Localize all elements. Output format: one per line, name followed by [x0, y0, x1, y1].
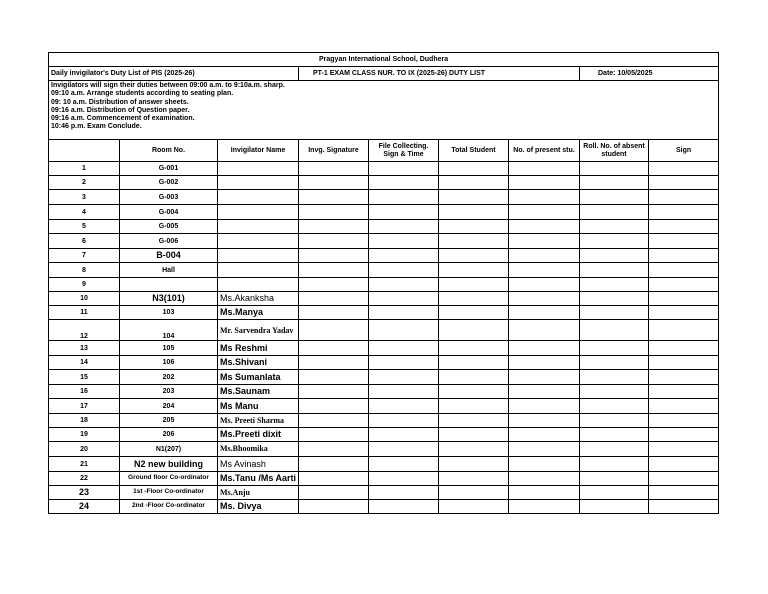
total-student-cell[interactable]	[439, 399, 509, 414]
table-row	[49, 500, 719, 514]
present-count-cell[interactable]	[509, 292, 580, 306]
absent-roll-cell[interactable]	[580, 428, 649, 442]
header-file-collecting: File Collecting. Sign & Time	[369, 140, 439, 162]
serial-number: 24	[49, 500, 120, 514]
invigilator-name: Mr. Sarvendra Yadav	[218, 320, 299, 341]
serial-number: 7	[49, 249, 120, 263]
serial-number: 19	[49, 428, 120, 442]
serial-number: 1	[49, 162, 120, 176]
total-student-cell[interactable]	[439, 306, 509, 320]
room-number: 203	[120, 385, 218, 399]
present-count-cell[interactable]	[509, 500, 580, 514]
room-number: G-002	[120, 176, 218, 190]
absent-roll-cell[interactable]	[580, 472, 649, 486]
header-invigilator: Invigilator Name	[218, 140, 299, 162]
absent-roll-cell[interactable]	[580, 220, 649, 234]
invigilator-signature-cell[interactable]	[299, 472, 369, 486]
invigilator-name	[218, 234, 299, 249]
invigilator-name: Ms Avinash	[218, 457, 299, 472]
sign-cell[interactable]	[649, 341, 719, 356]
sign-cell[interactable]	[649, 442, 719, 457]
serial-number: 13	[49, 341, 120, 356]
sign-cell[interactable]	[649, 234, 719, 249]
sign-cell[interactable]	[649, 320, 719, 341]
total-student-cell[interactable]	[439, 486, 509, 500]
invigilator-name: Ms. Preeti Sharma	[218, 414, 299, 428]
serial-number: 6	[49, 234, 120, 249]
header-room: Room No.	[120, 140, 218, 162]
file-collecting-cell[interactable]	[369, 457, 439, 472]
absent-roll-cell[interactable]	[580, 292, 649, 306]
invigilator-name: Ms.Shivani	[218, 356, 299, 370]
present-count-cell[interactable]	[509, 278, 580, 292]
table-row	[49, 428, 719, 442]
sign-cell[interactable]	[649, 500, 719, 514]
sign-cell[interactable]	[649, 399, 719, 414]
table-row	[49, 263, 719, 278]
invigilator-name: Ms Reshmi	[218, 341, 299, 356]
invigilator-signature-cell[interactable]	[299, 190, 369, 205]
absent-roll-cell[interactable]	[580, 306, 649, 320]
invigilator-signature-cell[interactable]	[299, 234, 369, 249]
table-row	[49, 162, 719, 176]
table-row	[49, 278, 719, 292]
room-number: N2 new building	[120, 457, 218, 472]
total-student-cell[interactable]	[439, 356, 509, 370]
file-collecting-cell[interactable]	[369, 220, 439, 234]
invigilator-name: Ms.Manya	[218, 306, 299, 320]
serial-number: 8	[49, 263, 120, 278]
invigilator-signature-cell[interactable]	[299, 292, 369, 306]
total-student-cell[interactable]	[439, 176, 509, 190]
invigilator-name	[218, 249, 299, 263]
invigilator-name: Ms.Saunam	[218, 385, 299, 399]
sign-cell[interactable]	[649, 457, 719, 472]
sign-cell[interactable]	[649, 205, 719, 220]
room-number: G-005	[120, 220, 218, 234]
invigilator-name: Ms.Tanu /Ms Aarti	[218, 472, 299, 486]
table-row	[49, 356, 719, 370]
duty-rows	[49, 162, 719, 514]
absent-roll-cell[interactable]	[580, 190, 649, 205]
file-collecting-cell[interactable]	[369, 500, 439, 514]
present-count-cell[interactable]	[509, 472, 580, 486]
absent-roll-cell[interactable]	[580, 457, 649, 472]
total-student-cell[interactable]	[439, 190, 509, 205]
invigilator-signature-cell[interactable]	[299, 263, 369, 278]
serial-number: 3	[49, 190, 120, 205]
serial-number: 5	[49, 220, 120, 234]
absent-roll-cell[interactable]	[580, 249, 649, 263]
instruction-line: Invigilators will sign their duties between 09:00 a.m. to 9:10a.m. sharp.	[51, 82, 285, 89]
invigilator-signature-cell[interactable]	[299, 385, 369, 399]
sign-cell[interactable]	[649, 472, 719, 486]
present-count-cell[interactable]	[509, 162, 580, 176]
serial-number: 9	[49, 278, 120, 292]
column-headers	[49, 140, 719, 162]
invigilator-name	[218, 176, 299, 190]
invigilator-signature-cell[interactable]	[299, 278, 369, 292]
present-count-cell[interactable]	[509, 205, 580, 220]
sign-cell[interactable]	[649, 428, 719, 442]
room-number: Ground floor Co-ordinator	[120, 472, 218, 486]
file-collecting-cell[interactable]	[369, 428, 439, 442]
room-number: Hall	[120, 263, 218, 278]
invigilator-name	[218, 220, 299, 234]
serial-number: 18	[49, 414, 120, 428]
instruction-line: 09: 10 a.m. Distribution of answer sheets.	[51, 98, 189, 106]
present-count-cell[interactable]	[509, 457, 580, 472]
invigilator-name: Ms.Preeti dixit	[218, 428, 299, 442]
file-collecting-cell[interactable]	[369, 162, 439, 176]
total-student-cell[interactable]	[439, 320, 509, 341]
total-student-cell[interactable]	[439, 442, 509, 457]
present-count-cell[interactable]	[509, 442, 580, 457]
file-collecting-cell[interactable]	[369, 306, 439, 320]
invigilator-signature-cell[interactable]	[299, 341, 369, 356]
file-collecting-cell[interactable]	[369, 205, 439, 220]
sign-cell[interactable]	[649, 414, 719, 428]
invigilator-name	[218, 162, 299, 176]
table-row	[49, 457, 719, 472]
absent-roll-cell[interactable]	[580, 500, 649, 514]
invigilator-name: Ms Sumanlata	[218, 370, 299, 385]
table-row	[49, 370, 719, 385]
room-number: 1st -Floor Co-ordinator	[120, 486, 218, 500]
invigilator-signature-cell[interactable]	[299, 320, 369, 341]
absent-roll-cell[interactable]	[580, 399, 649, 414]
total-student-cell[interactable]	[439, 500, 509, 514]
table-row	[49, 486, 719, 500]
serial-number: 11	[49, 306, 120, 320]
header-signature: Invg. Signature	[299, 140, 369, 162]
exam-title: PT-1 EXAM CLASS NUR. TO IX (2025-26) DUTY LIST	[299, 67, 580, 81]
invigilator-name	[218, 263, 299, 278]
invigilator-name	[218, 278, 299, 292]
room-number: G-001	[120, 162, 218, 176]
table-row	[49, 320, 719, 341]
sign-cell[interactable]	[649, 356, 719, 370]
total-student-cell[interactable]	[439, 428, 509, 442]
absent-roll-cell[interactable]	[580, 442, 649, 457]
invigilator-signature-cell[interactable]	[299, 414, 369, 428]
serial-number: 15	[49, 370, 120, 385]
serial-number: 21	[49, 457, 120, 472]
present-count-cell[interactable]	[509, 356, 580, 370]
absent-roll-cell[interactable]	[580, 370, 649, 385]
total-student-cell[interactable]	[439, 472, 509, 486]
absent-roll-cell[interactable]	[580, 356, 649, 370]
absent-roll-cell[interactable]	[580, 320, 649, 341]
sign-cell[interactable]	[649, 190, 719, 205]
absent-roll-cell[interactable]	[580, 341, 649, 356]
table-row	[49, 234, 719, 249]
file-collecting-cell[interactable]	[369, 234, 439, 249]
duty-list-title: Daily invigilator's Duty List of PIS (2025-26)	[49, 67, 299, 81]
total-student-cell[interactable]	[439, 234, 509, 249]
serial-number: 20	[49, 442, 120, 457]
file-collecting-cell[interactable]	[369, 399, 439, 414]
present-count-cell[interactable]	[509, 341, 580, 356]
total-student-cell[interactable]	[439, 278, 509, 292]
absent-roll-cell[interactable]	[580, 234, 649, 249]
sign-cell[interactable]	[649, 249, 719, 263]
sign-cell[interactable]	[649, 370, 719, 385]
present-count-cell[interactable]	[509, 306, 580, 320]
present-count-cell[interactable]	[509, 320, 580, 341]
table-row	[49, 472, 719, 486]
header-sign: Sign	[649, 140, 719, 162]
absent-roll-cell[interactable]	[580, 385, 649, 399]
present-count-cell[interactable]	[509, 190, 580, 205]
room-number: N1(207)	[120, 442, 218, 457]
room-number: 202	[120, 370, 218, 385]
serial-number: 22	[49, 472, 120, 486]
room-number: 204	[120, 399, 218, 414]
table-row	[49, 341, 719, 356]
room-number: 103	[120, 306, 218, 320]
invigilator-signature-cell[interactable]	[299, 306, 369, 320]
file-collecting-cell[interactable]	[369, 249, 439, 263]
serial-number: 23	[49, 486, 120, 500]
room-number: N3(101)	[120, 292, 218, 306]
room-number: 104	[120, 320, 218, 341]
sign-cell[interactable]	[649, 263, 719, 278]
room-number: 205	[120, 414, 218, 428]
room-number: 106	[120, 356, 218, 370]
total-student-cell[interactable]	[439, 162, 509, 176]
sign-cell[interactable]	[649, 306, 719, 320]
total-student-cell[interactable]	[439, 205, 509, 220]
room-number: 2nd -Floor Co-ordinator	[120, 500, 218, 514]
sign-cell[interactable]	[649, 486, 719, 500]
invigilator-signature-cell[interactable]	[299, 486, 369, 500]
file-collecting-cell[interactable]	[369, 414, 439, 428]
absent-roll-cell[interactable]	[580, 263, 649, 278]
file-collecting-cell[interactable]	[369, 190, 439, 205]
invigilator-signature-cell[interactable]	[299, 249, 369, 263]
serial-number: 12	[49, 320, 120, 341]
invigilator-signature-cell[interactable]	[299, 442, 369, 457]
table-row	[49, 205, 719, 220]
present-count-cell[interactable]	[509, 176, 580, 190]
serial-number: 14	[49, 356, 120, 370]
invigilator-name: Ms.Bhoomika	[218, 442, 299, 457]
total-student-cell[interactable]	[439, 385, 509, 399]
file-collecting-cell[interactable]	[369, 263, 439, 278]
instruction-line: 10:46 p.m. Exam Conclude.	[51, 123, 142, 131]
header-absent: Roll. No. of absent student	[580, 140, 649, 162]
file-collecting-cell[interactable]	[369, 320, 439, 341]
file-collecting-cell[interactable]	[369, 472, 439, 486]
present-count-cell[interactable]	[509, 385, 580, 399]
invigilator-signature-cell[interactable]	[299, 370, 369, 385]
instruction-line: 09:16 a.m. Commencement of examination.	[51, 115, 195, 123]
serial-number: 4	[49, 205, 120, 220]
present-count-cell[interactable]	[509, 220, 580, 234]
invigilator-name	[218, 190, 299, 205]
table-row	[49, 399, 719, 414]
table-row	[49, 190, 719, 205]
header-total-student: Total Student	[439, 140, 509, 162]
sign-cell[interactable]	[649, 385, 719, 399]
serial-number: 17	[49, 399, 120, 414]
invigilator-signature-cell[interactable]	[299, 220, 369, 234]
file-collecting-cell[interactable]	[369, 278, 439, 292]
file-collecting-cell[interactable]	[369, 486, 439, 500]
invigilator-signature-cell[interactable]	[299, 356, 369, 370]
invigilator-name: Ms.Akanksha	[218, 292, 299, 306]
instruction-line: 09:16 a.m. Distribution of Question paper.	[51, 106, 190, 114]
invigilator-signature-cell[interactable]	[299, 457, 369, 472]
total-student-cell[interactable]	[439, 249, 509, 263]
file-collecting-cell[interactable]	[369, 176, 439, 190]
absent-roll-cell[interactable]	[580, 414, 649, 428]
present-count-cell[interactable]	[509, 370, 580, 385]
header-sno	[49, 140, 120, 162]
serial-number: 10	[49, 292, 120, 306]
invigilator-signature-cell[interactable]	[299, 162, 369, 176]
total-student-cell[interactable]	[439, 263, 509, 278]
room-number: G-003	[120, 190, 218, 205]
invigilator-name	[218, 205, 299, 220]
table-row	[49, 176, 719, 190]
serial-number: 2	[49, 176, 120, 190]
file-collecting-cell[interactable]	[369, 385, 439, 399]
table-row	[49, 220, 719, 234]
absent-roll-cell[interactable]	[580, 162, 649, 176]
table-row	[49, 385, 719, 399]
room-number: B-004	[120, 249, 218, 263]
invigilator-name: Ms.Anju	[218, 486, 299, 500]
instructions	[49, 81, 719, 140]
absent-roll-cell[interactable]	[580, 486, 649, 500]
room-number: G-006	[120, 234, 218, 249]
present-count-cell[interactable]	[509, 486, 580, 500]
present-count-cell[interactable]	[509, 428, 580, 442]
invigilator-signature-cell[interactable]	[299, 205, 369, 220]
sign-cell[interactable]	[649, 162, 719, 176]
total-student-cell[interactable]	[439, 341, 509, 356]
absent-roll-cell[interactable]	[580, 278, 649, 292]
present-count-cell[interactable]	[509, 234, 580, 249]
room-number: G-004	[120, 205, 218, 220]
total-student-cell[interactable]	[439, 220, 509, 234]
sign-cell[interactable]	[649, 176, 719, 190]
total-student-cell[interactable]	[439, 292, 509, 306]
present-count-cell[interactable]	[509, 399, 580, 414]
table-row	[49, 414, 719, 428]
duty-list-table	[48, 52, 719, 514]
present-count-cell[interactable]	[509, 263, 580, 278]
invigilator-signature-cell[interactable]	[299, 176, 369, 190]
file-collecting-cell[interactable]	[369, 341, 439, 356]
header-present: No. of present stu.	[509, 140, 580, 162]
invigilator-signature-cell[interactable]	[299, 399, 369, 414]
total-student-cell[interactable]	[439, 414, 509, 428]
sign-cell[interactable]	[649, 220, 719, 234]
file-collecting-cell[interactable]	[369, 292, 439, 306]
present-count-cell[interactable]	[509, 414, 580, 428]
total-student-cell[interactable]	[439, 370, 509, 385]
file-collecting-cell[interactable]	[369, 356, 439, 370]
sign-cell[interactable]	[649, 278, 719, 292]
invigilator-name: Ms Manu	[218, 399, 299, 414]
instruction-line: 09:10 a.m. Arrange students according to seating plan.	[51, 90, 234, 98]
total-student-cell[interactable]	[439, 457, 509, 472]
serial-number: 16	[49, 385, 120, 399]
file-collecting-cell[interactable]	[369, 442, 439, 457]
invigilator-signature-cell[interactable]	[299, 500, 369, 514]
invigilator-name: Ms. Divya	[218, 500, 299, 514]
room-number: 105	[120, 341, 218, 356]
room-number: 206	[120, 428, 218, 442]
sign-cell[interactable]	[649, 292, 719, 306]
invigilator-signature-cell[interactable]	[299, 428, 369, 442]
exam-date: Date: 10/05/2025	[580, 67, 719, 81]
absent-roll-cell[interactable]	[580, 205, 649, 220]
table-row	[49, 292, 719, 306]
table-row	[49, 442, 719, 457]
table-row	[49, 306, 719, 320]
absent-roll-cell[interactable]	[580, 176, 649, 190]
present-count-cell[interactable]	[509, 249, 580, 263]
table-row	[49, 249, 719, 263]
file-collecting-cell[interactable]	[369, 370, 439, 385]
room-number	[120, 278, 218, 292]
school-name: Pragyan International School, Dudhera	[49, 53, 719, 67]
